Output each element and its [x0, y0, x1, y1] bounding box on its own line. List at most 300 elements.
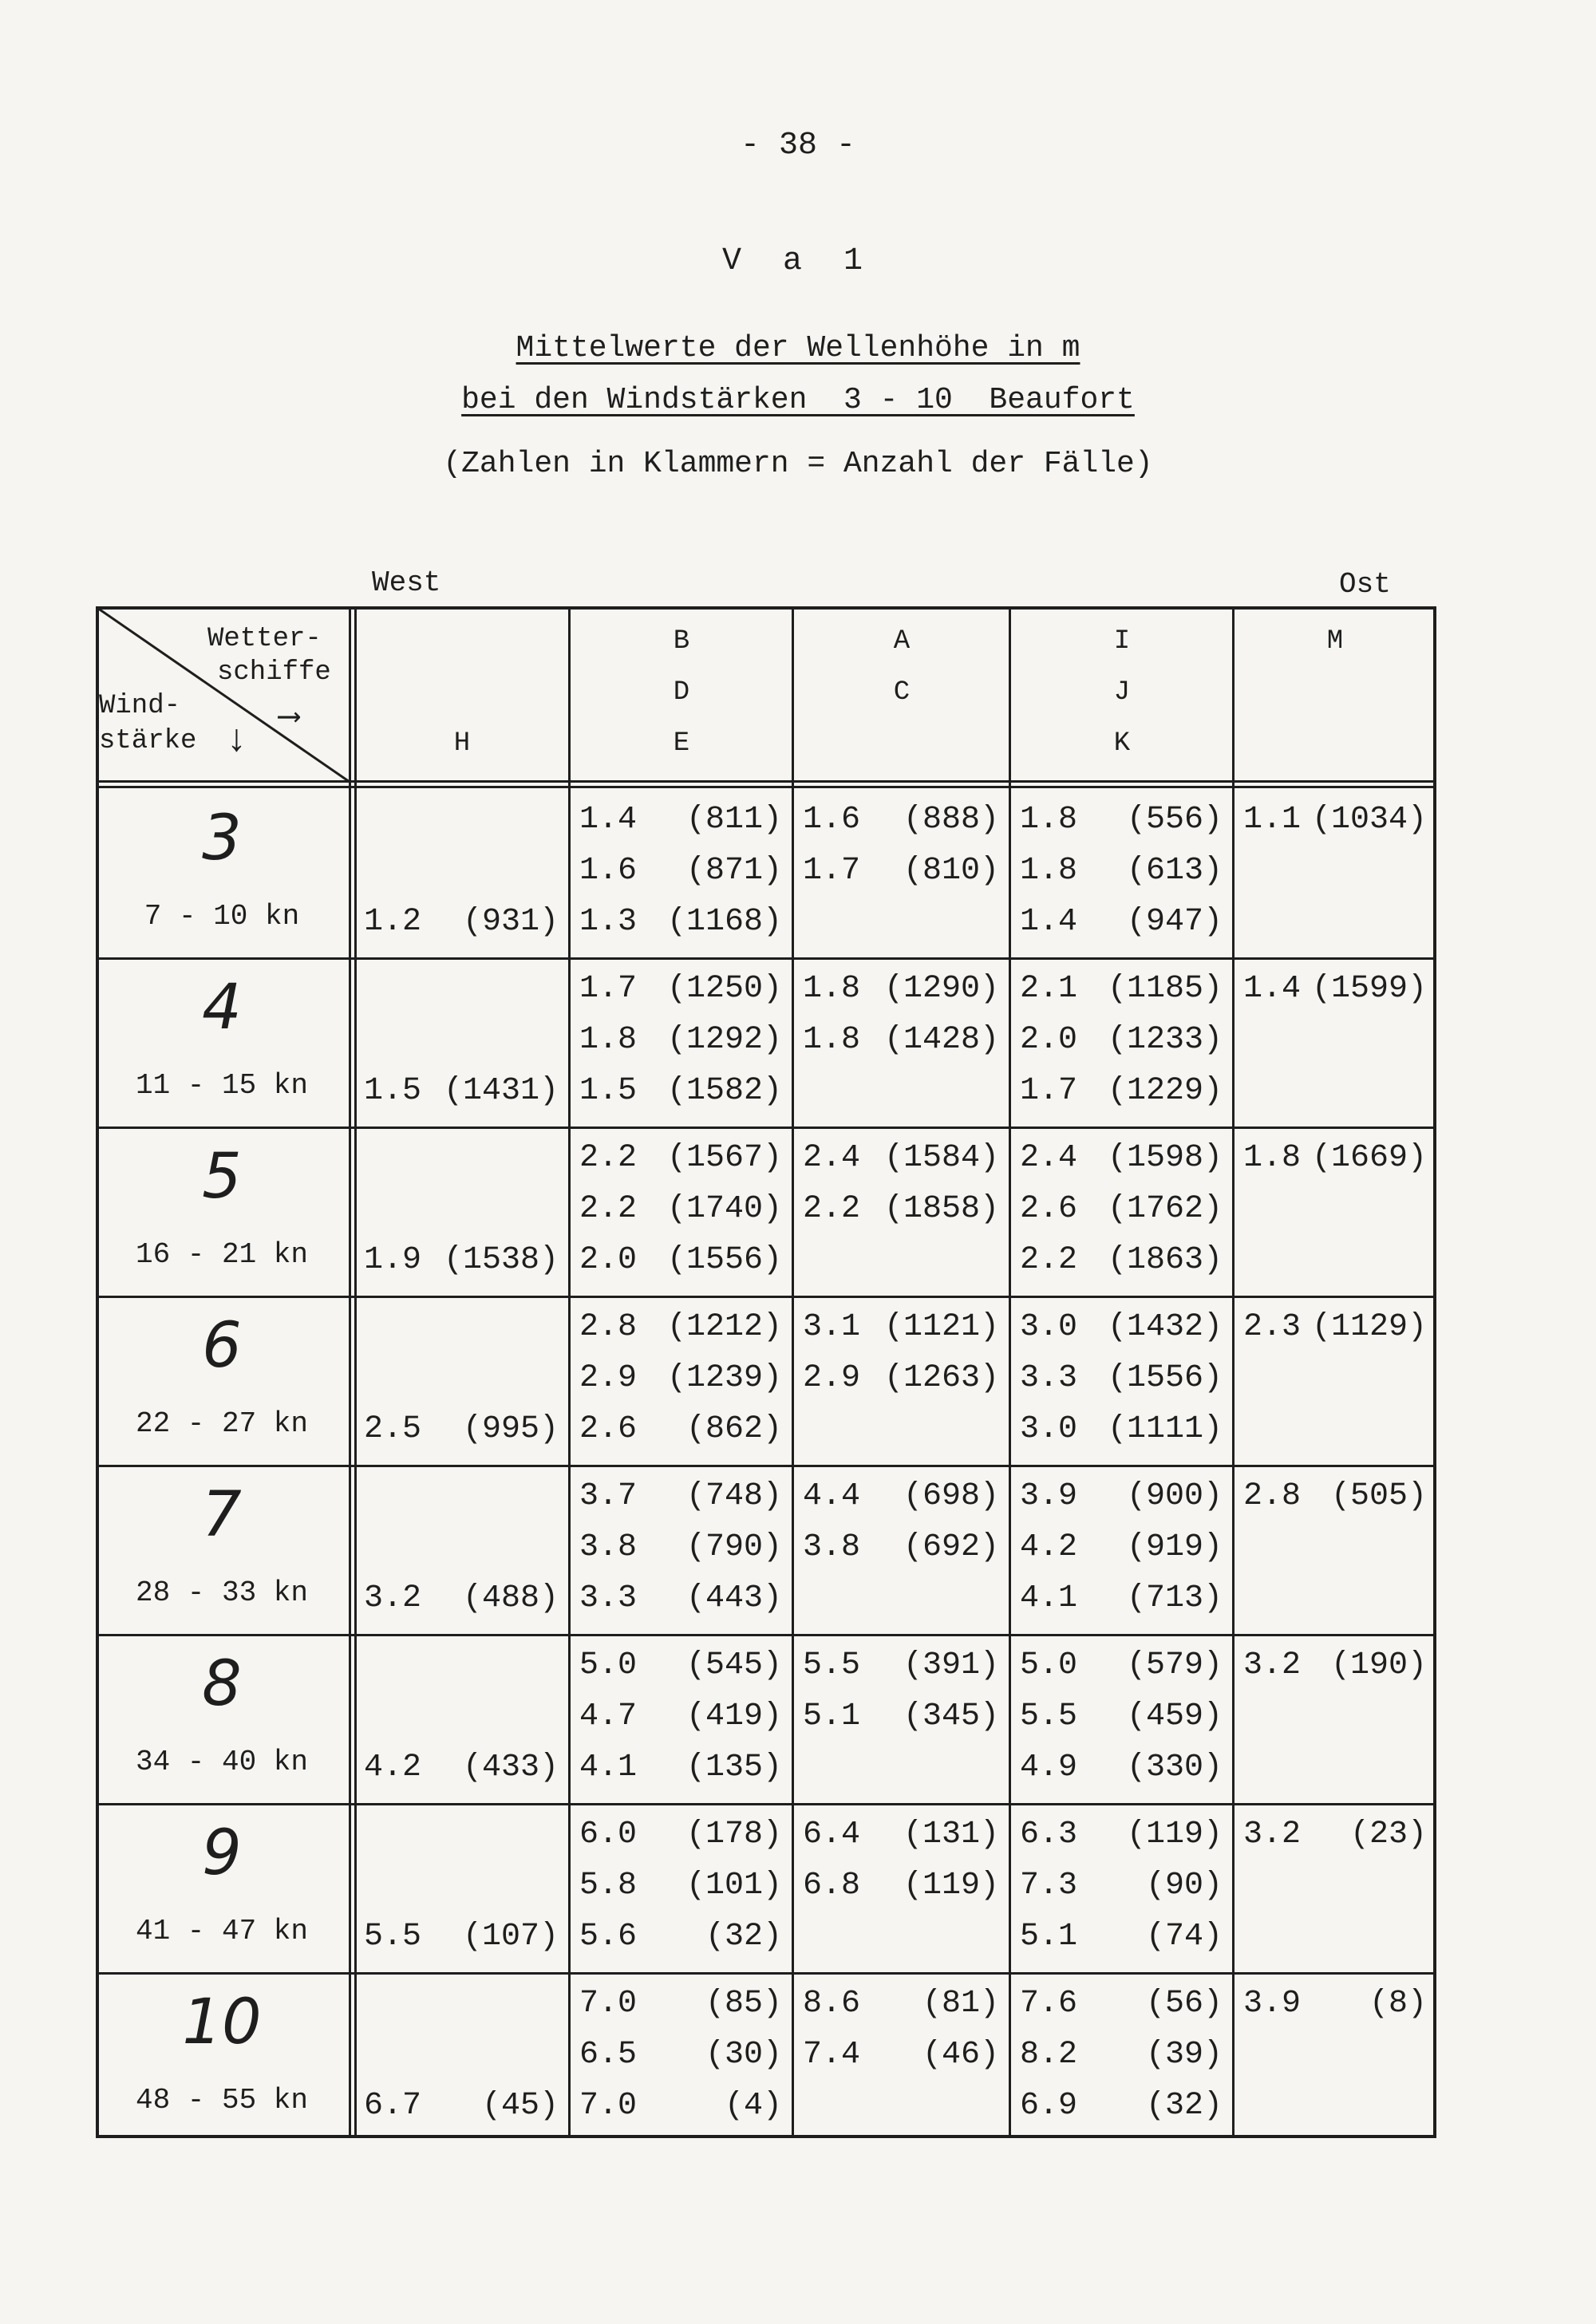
- wave-height: 2.6: [1020, 1191, 1078, 1227]
- ship-letter: M: [1326, 626, 1344, 657]
- cell-value: [364, 1809, 559, 1860]
- wave-height: 6.0: [579, 1817, 638, 1852]
- case-count: (1111): [1107, 1411, 1223, 1447]
- wave-height: 1.4: [579, 802, 638, 838]
- case-count: (23): [1349, 1817, 1427, 1852]
- cell-h: [364, 1640, 559, 1793]
- cell-value: [803, 1066, 999, 1117]
- cell-m: [1243, 1133, 1427, 1286]
- beaufort-number: 7: [202, 1479, 242, 1551]
- cell-value: [364, 1742, 559, 1793]
- beaufort-number: 6: [202, 1310, 242, 1382]
- ship-letter: A: [893, 626, 911, 657]
- case-count: (190): [1330, 1647, 1427, 1683]
- cell-value: [1243, 1979, 1427, 2030]
- cell-bde: [579, 1979, 782, 2132]
- ship-letter: [1237, 667, 1433, 718]
- wave-height: 2.2: [579, 1191, 638, 1227]
- cell-value: [579, 1691, 782, 1742]
- ship-letter: I: [1113, 626, 1131, 657]
- knots-range: 22 - 27 kn: [135, 1407, 309, 1440]
- cell-value: [579, 1184, 782, 1235]
- cell-value: [1243, 1691, 1427, 1742]
- west-label: West: [372, 566, 441, 599]
- down-arrow-icon: ↓: [225, 720, 248, 763]
- cell-value: [1020, 1742, 1223, 1793]
- column-divider: [1009, 606, 1011, 2138]
- wave-height: 1.6: [579, 853, 638, 889]
- cell-value: [803, 2030, 999, 2081]
- case-count: (1762): [1107, 1191, 1223, 1227]
- case-count: (1428): [883, 1022, 999, 1058]
- cell-value: [364, 1184, 559, 1235]
- wave-height: 3.7: [579, 1478, 638, 1514]
- case-count: (888): [903, 802, 999, 838]
- case-count: (1263): [883, 1360, 999, 1396]
- case-count: (1250): [666, 971, 782, 1007]
- cell-value: [803, 1809, 999, 1860]
- cell-value: [364, 1979, 559, 2030]
- cell-value: [1243, 1133, 1427, 1184]
- wave-height: 2.2: [1020, 1242, 1078, 1278]
- case-count: (947): [1126, 904, 1223, 940]
- wave-height: 3.9: [1243, 1986, 1302, 2022]
- cell-value: [803, 897, 999, 948]
- cell-value: [1020, 846, 1223, 897]
- case-count: (1121): [883, 1309, 999, 1345]
- wave-height: 1.9: [364, 1242, 422, 1278]
- row-divider: [96, 957, 1436, 960]
- wave-height: 2.2: [579, 1140, 638, 1176]
- cell-value: [1243, 846, 1427, 897]
- beaufort-number: 10: [182, 1987, 262, 2058]
- cell-value: [1243, 1471, 1427, 1522]
- cell-value: [1243, 1860, 1427, 1912]
- row-divider: [96, 1126, 1436, 1129]
- wave-height: 1.8: [579, 1022, 638, 1058]
- cell-m: [1243, 1809, 1427, 1963]
- case-count: (39): [1145, 2037, 1223, 2073]
- wave-height: 5.6: [579, 1919, 638, 1955]
- wave-height: 6.5: [579, 2037, 638, 2073]
- case-count: (748): [685, 1478, 782, 1514]
- case-count: (8): [1369, 1986, 1427, 2022]
- case-count: (391): [903, 1647, 999, 1683]
- cell-value: [1020, 1522, 1223, 1573]
- wave-height: 4.1: [1020, 1580, 1078, 1616]
- cell-value: [803, 1353, 999, 1404]
- ship-letter: E: [673, 728, 690, 759]
- cell-value: [1243, 1522, 1427, 1573]
- cell-ijk: [1020, 1471, 1223, 1624]
- wave-height: 7.0: [579, 2088, 638, 2124]
- wave-height: 1.7: [1020, 1073, 1078, 1109]
- cell-ac: [803, 1133, 999, 1286]
- cell-value: [364, 1066, 559, 1117]
- cell-value: [579, 1133, 782, 1184]
- case-count: (443): [685, 1580, 782, 1616]
- wave-height: 3.2: [1243, 1647, 1302, 1683]
- wave-height-table: [96, 606, 1436, 2138]
- column-header-m: [1237, 616, 1433, 769]
- cell-bde: [579, 1133, 782, 1286]
- wave-height: 1.5: [579, 1073, 638, 1109]
- cell-value: [579, 1302, 782, 1353]
- wave-height: 4.1: [579, 1750, 638, 1785]
- case-count: (1584): [883, 1140, 999, 1176]
- wave-height: 1.8: [803, 1022, 861, 1058]
- title-line-2: bei den Windstärken 3 - 10 Beaufort: [461, 383, 1135, 417]
- case-count: (433): [462, 1750, 559, 1785]
- cell-m: [1243, 964, 1427, 1117]
- cell-value: [803, 1404, 999, 1455]
- wave-height: 2.5: [364, 1411, 422, 1447]
- wave-height: 3.3: [579, 1580, 638, 1616]
- wave-height: 2.9: [803, 1360, 861, 1396]
- cell-value: [1020, 1235, 1223, 1286]
- cell-value: [803, 2081, 999, 2132]
- beaufort-number: 5: [202, 1141, 242, 1213]
- case-count: (1582): [666, 1073, 782, 1109]
- knots-range: 11 - 15 kn: [135, 1069, 309, 1102]
- beaufort-number: 4: [202, 972, 242, 1044]
- ship-letter: B: [673, 626, 690, 657]
- case-count: (1538): [443, 1242, 559, 1278]
- case-count: (698): [903, 1478, 999, 1514]
- case-count: (1233): [1107, 1022, 1223, 1058]
- wave-height: 3.2: [364, 1580, 422, 1616]
- corner-label-wind-1: Wind-: [99, 691, 181, 721]
- cell-value: [803, 795, 999, 846]
- cell-value: [1020, 1184, 1223, 1235]
- wave-height: 2.8: [579, 1309, 638, 1345]
- cell-ijk: [1020, 1302, 1223, 1455]
- wave-height: 2.0: [1020, 1022, 1078, 1058]
- ship-letter: [1237, 718, 1433, 769]
- wave-height: 2.8: [1243, 1478, 1302, 1514]
- cell-ac: [803, 1471, 999, 1624]
- header-divider: [96, 780, 1436, 783]
- cell-value: [579, 1066, 782, 1117]
- cell-value: [364, 964, 559, 1015]
- wave-height: 4.4: [803, 1478, 861, 1514]
- case-count: (811): [685, 802, 782, 838]
- cell-value: [364, 897, 559, 948]
- cell-value: [579, 1860, 782, 1912]
- knots-range: 41 - 47 kn: [135, 1915, 309, 1947]
- cell-value: [803, 1302, 999, 1353]
- wave-height: 1.2: [364, 904, 422, 940]
- header-divider: [96, 786, 1436, 788]
- cell-value: [803, 1471, 999, 1522]
- cell-value: [579, 1404, 782, 1455]
- cell-value: [803, 1640, 999, 1691]
- ost-label: Ost: [1339, 568, 1391, 601]
- cell-value: [1243, 964, 1427, 1015]
- cell-value: [1243, 1912, 1427, 1963]
- ship-letter: [796, 718, 1007, 769]
- case-count: (30): [705, 2037, 782, 2073]
- cell-value: [1243, 2030, 1427, 2081]
- cell-value: [1243, 1640, 1427, 1691]
- wave-height: 3.1: [803, 1309, 861, 1345]
- case-count: (692): [903, 1529, 999, 1565]
- cell-h: [364, 1979, 559, 2132]
- wave-height: 8.6: [803, 1986, 861, 2022]
- cell-value: [1243, 1353, 1427, 1404]
- page-number: - 38 -: [740, 128, 856, 164]
- cell-ac: [803, 795, 999, 948]
- case-count: (1034): [1311, 802, 1427, 838]
- cell-h: [364, 795, 559, 948]
- ship-letter: H: [453, 728, 471, 759]
- cell-value: [1243, 795, 1427, 846]
- wave-height: 1.4: [1243, 971, 1302, 1007]
- wave-height: 5.0: [1020, 1647, 1078, 1683]
- wave-height: 7.0: [579, 1986, 638, 2022]
- beaufort-number: 9: [202, 1817, 242, 1889]
- cell-bde: [579, 795, 782, 948]
- cell-value: [579, 1742, 782, 1793]
- cell-bde: [579, 964, 782, 1117]
- ship-letter: C: [893, 677, 911, 708]
- cell-value: [1243, 1742, 1427, 1793]
- case-count: (119): [903, 1868, 999, 1904]
- cell-value: [1020, 1302, 1223, 1353]
- corner-label-ships-2: schiffe: [217, 657, 331, 688]
- wave-height: 5.5: [803, 1647, 861, 1683]
- cell-value: [1020, 1404, 1223, 1455]
- cell-ac: [803, 964, 999, 1117]
- cell-value: [803, 1235, 999, 1286]
- cell-value: [1020, 1860, 1223, 1912]
- wave-height: 6.3: [1020, 1817, 1078, 1852]
- case-count: (1212): [666, 1309, 782, 1345]
- row-divider: [96, 1296, 1436, 1298]
- cell-value: [579, 897, 782, 948]
- case-count: (459): [1126, 1699, 1223, 1734]
- cell-value: [579, 1979, 782, 2030]
- cell-value: [803, 1979, 999, 2030]
- case-count: (1239): [666, 1360, 782, 1396]
- cell-bde: [579, 1809, 782, 1963]
- cell-value: [364, 1015, 559, 1066]
- column-header-ijk: [1013, 616, 1231, 769]
- wave-height: 2.0: [579, 1242, 638, 1278]
- cell-value: [803, 964, 999, 1015]
- cell-value: [1020, 1912, 1223, 1963]
- cell-value: [579, 1912, 782, 1963]
- cell-value: [1020, 1015, 1223, 1066]
- wave-height: 1.8: [1020, 853, 1078, 889]
- case-count: (85): [705, 1986, 782, 2022]
- case-count: (900): [1126, 1478, 1223, 1514]
- cell-ijk: [1020, 1133, 1223, 1286]
- wave-height: 7.4: [803, 2037, 861, 2073]
- cell-value: [579, 1015, 782, 1066]
- wave-height: 1.6: [803, 802, 861, 838]
- case-count: (1168): [666, 904, 782, 940]
- case-count: (46): [922, 2037, 999, 2073]
- wave-height: 2.3: [1243, 1309, 1302, 1345]
- ship-letter: [358, 616, 567, 667]
- wave-height: 2.9: [579, 1360, 638, 1396]
- cell-value: [803, 1133, 999, 1184]
- cell-ijk: [1020, 795, 1223, 948]
- knots-range: 16 - 21 kn: [135, 1238, 309, 1271]
- case-count: (919): [1126, 1529, 1223, 1565]
- case-count: (74): [1145, 1919, 1223, 1955]
- cell-value: [803, 1860, 999, 1912]
- case-count: (1598): [1107, 1140, 1223, 1176]
- column-divider: [349, 606, 351, 2138]
- row-divider: [96, 1465, 1436, 1467]
- cell-value: [1020, 1471, 1223, 1522]
- wave-height: 5.5: [1020, 1699, 1078, 1734]
- case-count: (101): [685, 1868, 782, 1904]
- corner-label-wind-2: stärke: [99, 726, 197, 756]
- wave-height: 3.8: [803, 1529, 861, 1565]
- beaufort-number: 8: [202, 1648, 242, 1720]
- case-count: (1229): [1107, 1073, 1223, 1109]
- cell-h: [364, 964, 559, 1117]
- cell-m: [1243, 1302, 1427, 1455]
- cell-value: [364, 1471, 559, 1522]
- case-count: (1431): [443, 1073, 559, 1109]
- case-count: (45): [481, 2088, 559, 2124]
- wave-height: 1.3: [579, 904, 638, 940]
- cell-value: [1020, 964, 1223, 1015]
- case-count: (330): [1126, 1750, 1223, 1785]
- knots-range: 48 - 55 kn: [135, 2084, 309, 2117]
- cell-value: [1020, 1979, 1223, 2030]
- wave-height: 2.4: [803, 1140, 861, 1176]
- cell-h: [364, 1133, 559, 1286]
- case-count: (119): [1126, 1817, 1223, 1852]
- case-count: (790): [685, 1529, 782, 1565]
- cell-value: [364, 846, 559, 897]
- cell-value: [579, 1809, 782, 1860]
- cell-value: [579, 1573, 782, 1624]
- case-count: (1669): [1311, 1140, 1427, 1176]
- cell-value: [579, 964, 782, 1015]
- cell-value: [803, 846, 999, 897]
- cell-value: [579, 1522, 782, 1573]
- cell-value: [803, 1742, 999, 1793]
- case-count: (871): [685, 853, 782, 889]
- case-count: (862): [685, 1411, 782, 1447]
- cell-value: [364, 1691, 559, 1742]
- cell-value: [364, 2030, 559, 2081]
- cell-m: [1243, 795, 1427, 948]
- cell-value: [1243, 1809, 1427, 1860]
- ship-letter: [358, 667, 567, 718]
- cell-value: [1243, 1404, 1427, 1455]
- wave-height: 7.6: [1020, 1986, 1078, 2022]
- cell-value: [1020, 2081, 1223, 2132]
- cell-ac: [803, 1302, 999, 1455]
- column-header-bde: [573, 616, 790, 769]
- cell-value: [1243, 1573, 1427, 1624]
- cell-value: [1020, 795, 1223, 846]
- cell-value: [364, 1860, 559, 1912]
- wave-height: 3.2: [1243, 1817, 1302, 1852]
- case-count: (135): [685, 1750, 782, 1785]
- cell-value: [579, 2081, 782, 2132]
- cell-value: [1243, 1302, 1427, 1353]
- column-header-h: [358, 616, 567, 769]
- wave-height: 2.4: [1020, 1140, 1078, 1176]
- cell-value: [1020, 897, 1223, 948]
- cell-h: [364, 1809, 559, 1963]
- cell-ijk: [1020, 1979, 1223, 2132]
- ship-letter: J: [1113, 677, 1131, 708]
- case-count: (419): [685, 1699, 782, 1734]
- cell-m: [1243, 1471, 1427, 1624]
- cell-value: [579, 1471, 782, 1522]
- wave-height: 1.8: [1020, 802, 1078, 838]
- wave-height: 7.3: [1020, 1868, 1078, 1904]
- cell-value: [1020, 1809, 1223, 1860]
- cell-value: [803, 1522, 999, 1573]
- wave-height: 5.8: [579, 1868, 638, 1904]
- cell-ijk: [1020, 964, 1223, 1117]
- cell-value: [364, 1302, 559, 1353]
- wave-height: 1.8: [1243, 1140, 1302, 1176]
- wave-height: 3.0: [1020, 1309, 1078, 1345]
- cell-value: [1020, 1066, 1223, 1117]
- case-count: (81): [922, 1986, 999, 2022]
- note: (Zahlen in Klammern = Anzahl der Fälle): [443, 447, 1153, 481]
- case-count: (1432): [1107, 1309, 1223, 1345]
- wave-height: 5.1: [803, 1699, 861, 1734]
- case-count: (1292): [666, 1022, 782, 1058]
- wave-height: 5.5: [364, 1919, 422, 1955]
- corner-label-ships-1: Wetter-: [207, 624, 322, 654]
- cell-value: [1243, 2081, 1427, 2132]
- wave-height: 6.4: [803, 1817, 861, 1852]
- case-count: (1556): [666, 1242, 782, 1278]
- cell-value: [803, 1015, 999, 1066]
- cell-value: [364, 1404, 559, 1455]
- cell-value: [364, 1522, 559, 1573]
- case-count: (505): [1330, 1478, 1427, 1514]
- cell-ac: [803, 1979, 999, 2132]
- cell-value: [803, 1573, 999, 1624]
- wave-height: 4.2: [364, 1750, 422, 1785]
- wave-height: 1.1: [1243, 802, 1302, 838]
- cell-ac: [803, 1809, 999, 1963]
- wave-height: 6.9: [1020, 2088, 1078, 2124]
- cell-value: [364, 795, 559, 846]
- cell-value: [1020, 1353, 1223, 1404]
- wave-height: 4.9: [1020, 1750, 1078, 1785]
- cell-value: [803, 1184, 999, 1235]
- cell-value: [1243, 897, 1427, 948]
- row-divider: [96, 1972, 1436, 1975]
- case-count: (56): [1145, 1986, 1223, 2022]
- case-count: (1567): [666, 1140, 782, 1176]
- case-count: (178): [685, 1817, 782, 1852]
- case-count: (556): [1126, 802, 1223, 838]
- wave-height: 1.7: [803, 853, 861, 889]
- case-count: (90): [1145, 1868, 1223, 1904]
- wave-height: 1.5: [364, 1073, 422, 1109]
- case-count: (1740): [666, 1191, 782, 1227]
- wave-height: 3.3: [1020, 1360, 1078, 1396]
- cell-value: [364, 1912, 559, 1963]
- title-line-1: Mittelwerte der Wellenhöhe in m: [516, 331, 1080, 365]
